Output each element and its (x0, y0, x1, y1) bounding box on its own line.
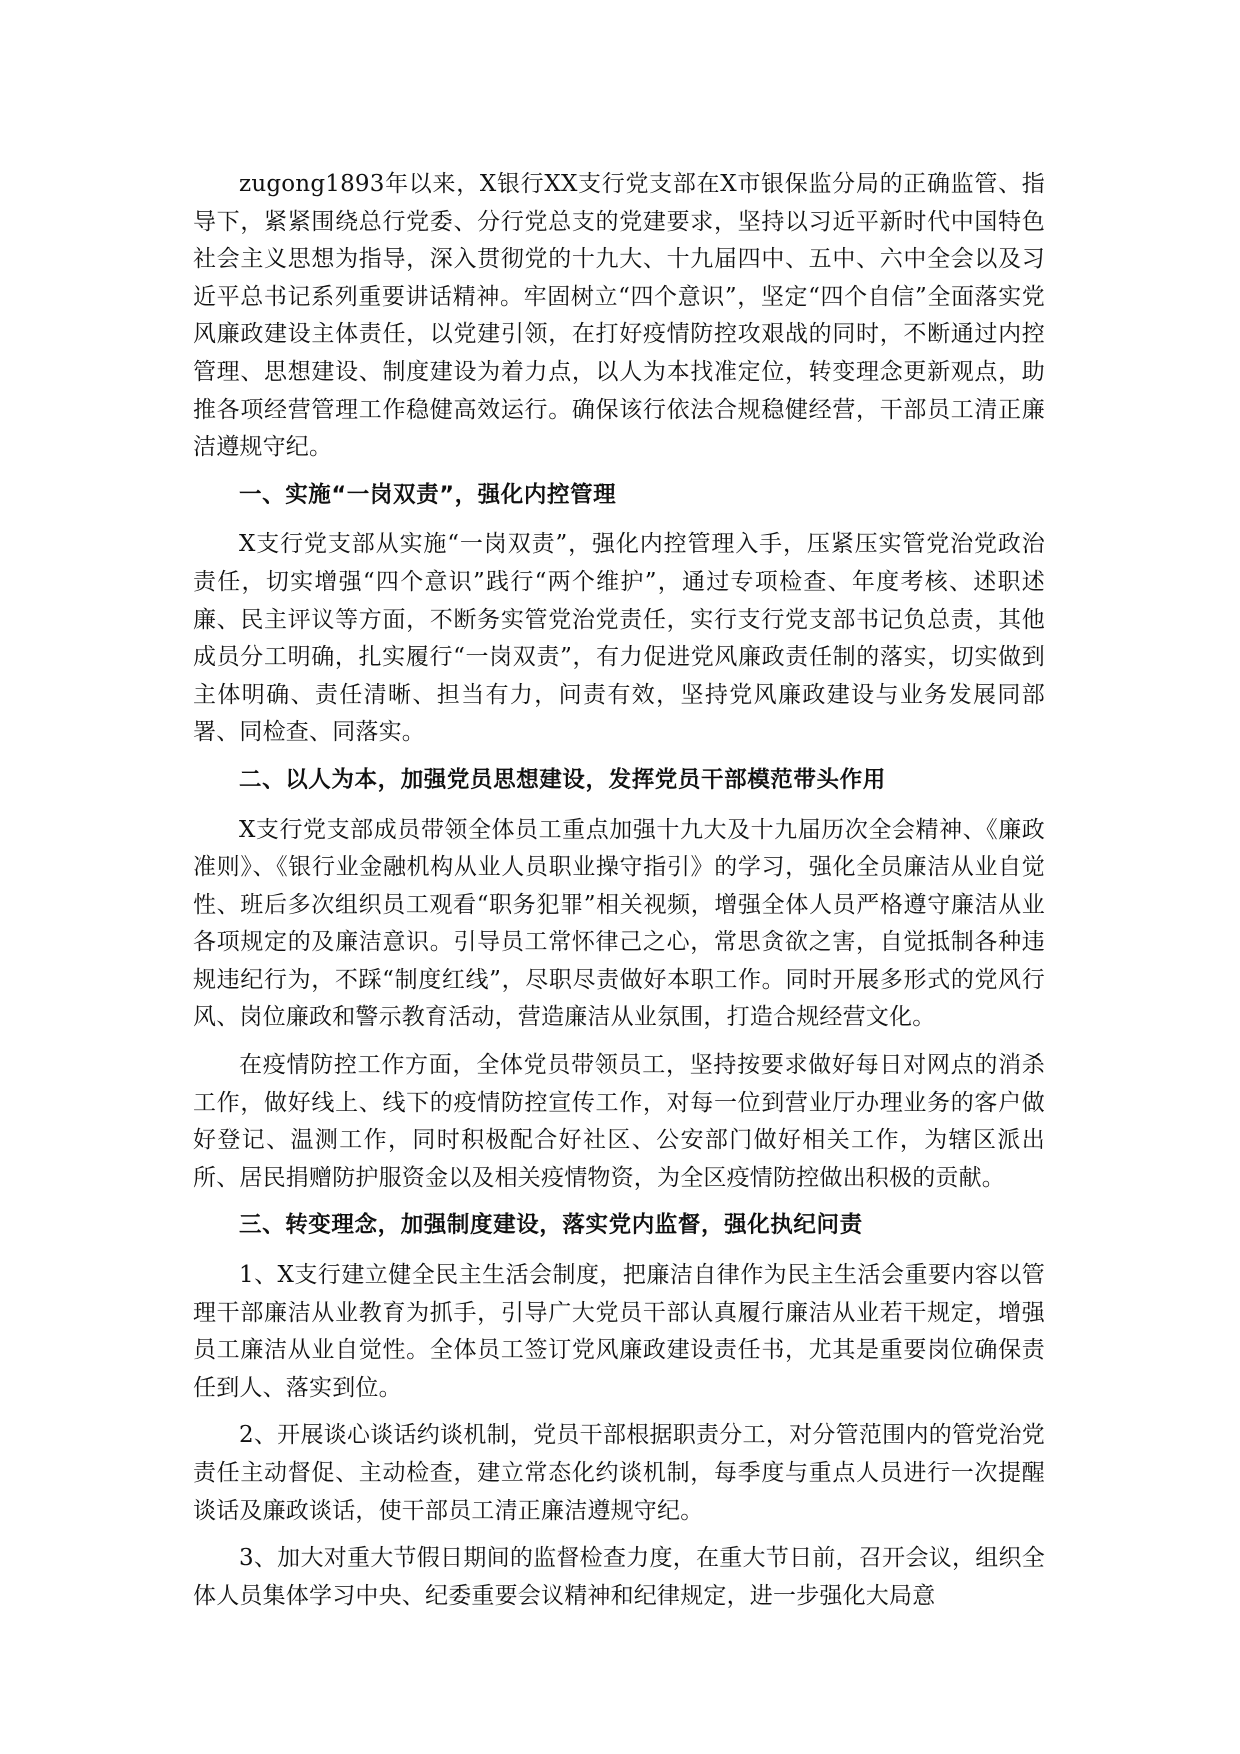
section-2-paragraph-2: 在疫情防控工作方面，全体党员带领员工，坚持按要求做好每日对网点的消杀工作，做好线上、线下的疫情防控宣传工作，对每一位到营业厅办理业务的客户做好登记、温测工作，同时积极配合好社区、公安部门做好相关工作，为辖区派出所、居民捐赠防护服资金以及相关疫情物资，为全区疫情防控做出积极的贡献。 (193, 1052, 1045, 1191)
section-3-paragraph-3: 3、加大对重大节假日期间的监督检查力度，在重大节日前，召开会议，组织全体人员集体学习中央、纪委重要会议精神和纪律规定，进一步强化大局意 (193, 1545, 1045, 1609)
section-1-paragraph-1: X支行党支部从实施“一岗双责”，强化内控管理入手，压紧压实管党治党政治责任，切实增强“四个意识”践行“两个维护”，通过专项检查、年度考核、述职述廉、民主评议等方面，不断务实管党治党责任，实行支行党支部书记负总责，其他成员分工明确，扎实履行“一岗双责”，有力促进党风廉政责任制的落实，切实做到主体明确、责任清晰、担当有力，问责有效，坚持党风廉政建设与业务发展同部署、同检查、同落实。 (193, 531, 1045, 746)
section-2-heading: 二、以人为本，加强党员思想建设，发挥党员干部模范带头作用 (239, 766, 886, 793)
section-3-heading: 三、转变理念，加强制度建设，落实党内监督，强化执纪问责 (239, 1212, 863, 1239)
document-page (193, 166, 1045, 1625)
section-1-heading: 一、实施“一岗双责”，强化内控管理 (239, 481, 617, 508)
section-3-paragraph-2: 2、开展谈心谈话约谈机制，党员干部根据职责分工，对分管范围内的管党治党责任主动督促、主动检查，建立常态化约谈机制，每季度与重点人员进行一次提醒谈话及廉政谈话，使干部员工清正廉洁遵规守纪。 (193, 1422, 1045, 1524)
section-3-paragraph-1: 1、X支行建立健全民主生活会制度，把廉洁自律作为民主生活会重要内容以管理干部廉洁从业教育为抓手，引导广大党员干部认真履行廉洁从业若干规定，增强员工廉洁从业自觉性。全体员工签订党风廉政建设责任书，尤其是重要岗位确保责任到人、落实到位。 (193, 1262, 1045, 1401)
intro-paragraph: zugong1893年以来，X银行XX支行党支部在X市银保监分局的正确监管、指导下，紧紧围绕总行党委、分行党总支的党建要求，坚持以习近平新时代中国特色社会主义思想为指导，深入贯彻党的十九大、十九届四中、五中、六中全会以及习近平总书记系列重要讲话精神。牢固树立“四个意识”，坚定“四个自信”全面落实党风廉政建设主体责任，以党建引领，在打好疫情防控攻艰战的同时，不断通过内控管理、思想建设、制度建设为着力点，以人为本找准定位，转变理念更新观点，助推各项经营管理工作稳健高效运行。确保该行依法合规稳健经营，干部员工清正廉洁遵规守纪。 (193, 171, 1045, 461)
section-2-paragraph-1: X支行党支部成员带领全体员工重点加强十九大及十九届历次全会精神、《廉政准则》、《银行业金融机构从业人员职业操守指引》的学习，强化全员廉洁从业自觉性、班后多次组织员工观看“职务犯罪”相关视频，增强全体人员严格遵守廉洁从业各项规定的及廉洁意识。引导员工常怀律己之心，常思贪欲之害，自觉抵制各种违规违纪行为，不踩“制度红线”，尽职尽责做好本职工作。同时开展多形式的党风行风、岗位廉政和警示教育活动，营造廉洁从业氛围，打造合规经营文化。 (193, 816, 1045, 1031)
